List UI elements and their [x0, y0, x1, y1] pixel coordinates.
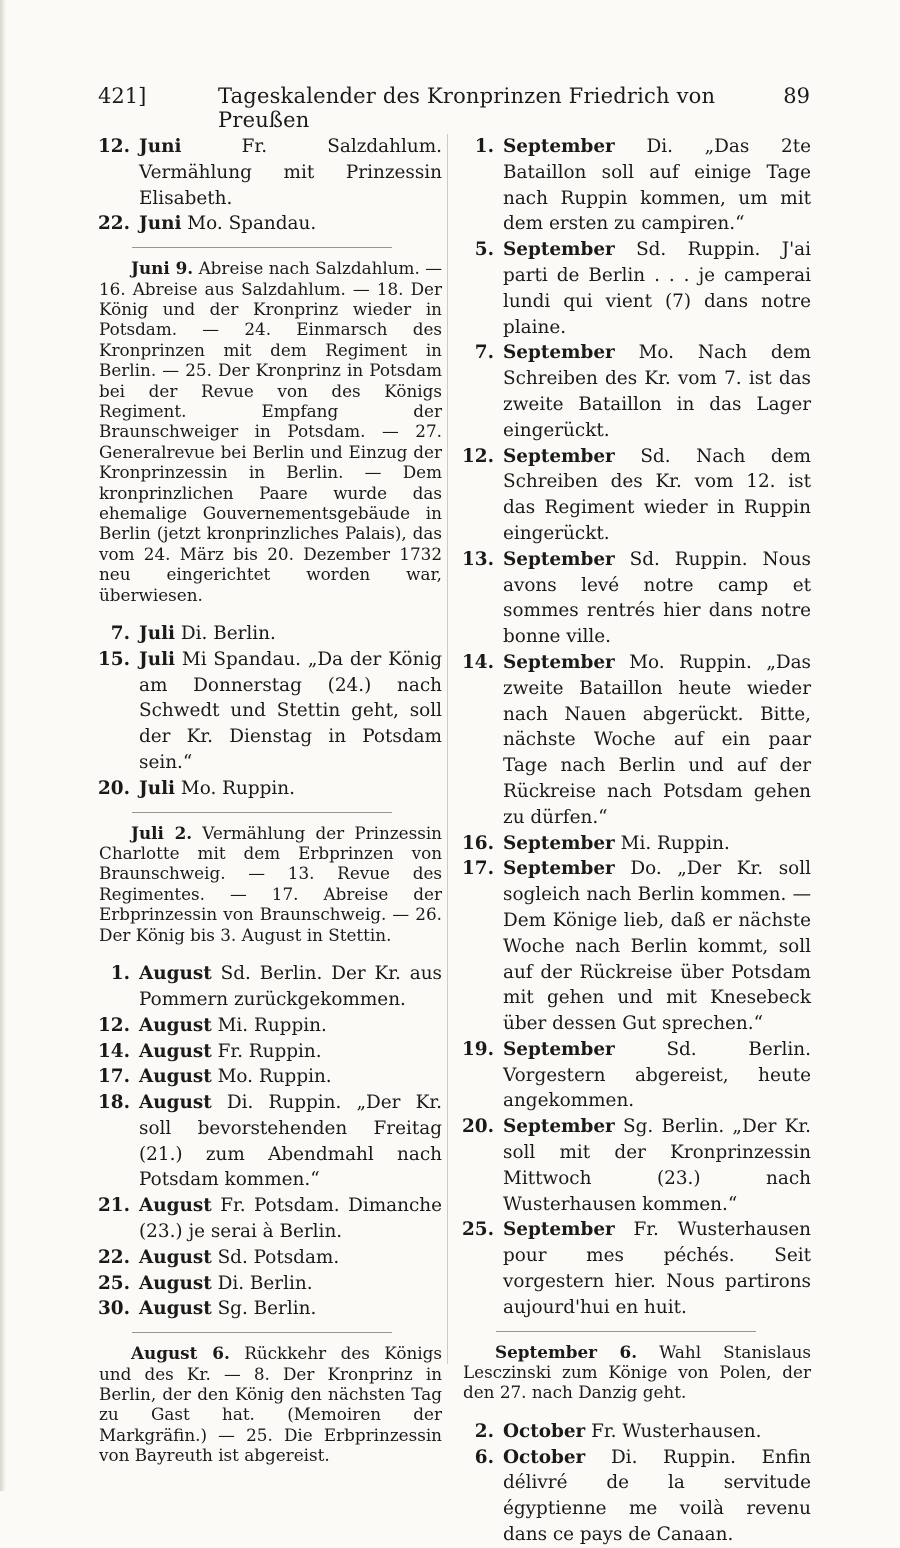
entry-day: 7. [110, 623, 130, 645]
entry-text: Fr. Wusterhausen pour mes péchés. Seit vorgestern hier. Nous partirons aujourd'hui en huit. [503, 1219, 811, 1318]
entry-month: August [139, 1246, 212, 1268]
diary-entry [92, 961, 442, 1013]
entry-text: Di. Berlin. [217, 1272, 313, 1294]
note-text: Abreise nach Salzdahlum. — 16. Abreise aus Salzdahlum. — 18. Der König und der Kronprinz wieder in Potsdam. — 24. Einmarsch des Kronprinzen mit dem Regiment in Berlin. — 25. Der Kronprinz in Potsdam bei der Revue von des Königs Regiment. Empfang der Braunschweiger in Potsdam. — 27. Generalrevue bei Berlin und Einzug der Kronprinzessin in Berlin. — Dem kronprinzlichen Paare wurde das ehemalige Gouvernementsgebäude in Berlin (jetzt kronprinzliches Palais), das vom 24. März bis 20. Dezember 1732 neu eingerichtet worden war, überwiesen. [99, 258, 442, 605]
entry-day: 6. [474, 1446, 494, 1468]
entry-day: 25. [98, 1272, 130, 1294]
entry-month: August [139, 1066, 212, 1088]
diary-entry [456, 650, 811, 831]
entry-day: 5. [474, 239, 494, 261]
running-title: Tageskalender des Kronprinzen Friedrich von Preußen [218, 84, 716, 132]
diary-entry [456, 831, 811, 857]
entry-text: Mi. Ruppin. [620, 832, 730, 854]
entry-day: 14. [462, 651, 494, 673]
diary-entry [92, 1245, 442, 1271]
entry-month: August [139, 1272, 212, 1294]
section-rule [132, 812, 392, 813]
entry-month: August [139, 1040, 212, 1062]
entry-month: September [503, 239, 615, 261]
diary-entry [92, 211, 442, 237]
entry-day: 30. [98, 1298, 130, 1320]
entry-day: 2. [474, 1420, 494, 1442]
entry-month: September [503, 858, 615, 880]
entry-day: 22. [98, 1246, 130, 1268]
entry-text: Mo. Ruppin. [180, 777, 295, 799]
entry-month: September [503, 651, 615, 673]
diary-entry [92, 134, 442, 211]
page-edge-shadow [0, 0, 6, 1491]
entry-day: 18. [98, 1092, 130, 1114]
original-page-number: 421] [98, 84, 147, 108]
entry-text: Sd. Nach dem Schreiben des Kr. vom 12. ist das Regiment wieder in Ruppin eingerückt. [503, 445, 811, 544]
entry-day: 25. [462, 1219, 494, 1241]
entry-day: 12. [462, 445, 494, 467]
entry-text: Fr. Wusterhausen. [591, 1420, 762, 1442]
diary-entry [456, 1037, 811, 1114]
diary-entry [92, 621, 442, 647]
entry-text: Fr. Salzdahlum. Vermählung mit Prinzessin Elisabeth. [139, 136, 442, 209]
entry-month: September [503, 136, 615, 157]
entry-month: September [503, 1116, 615, 1138]
entry-day: 12. [98, 1014, 130, 1036]
entry-month: October [503, 1446, 586, 1468]
column-divider [447, 134, 448, 1364]
diary-entry [456, 1114, 811, 1217]
entry-month: September [503, 832, 615, 854]
events-note [92, 823, 442, 945]
diary-entry [456, 134, 811, 237]
entry-day: 20. [462, 1116, 494, 1138]
diary-entry [92, 1064, 442, 1090]
entry-text: Sd. Berlin. Der Kr. aus Pommern zurückgekommen. [139, 963, 442, 1010]
entry-month: August [139, 1092, 212, 1114]
entry-month: September [503, 548, 615, 570]
diary-entry [456, 856, 811, 1037]
diary-entry [456, 237, 811, 340]
note-text: Vermählung der Prinzessin Charlotte mit dem Erbprinzen von Braunschweig. — 13. Revue des Regimentes. — 17. Abreise der Erbprinzessin von Braunschweig. — 26. Der König bis 3. August in Stettin. [99, 822, 442, 945]
entry-text: Mi Spandau. „Da der König am Donnerstag (24.) nach Schwedt und Stettin geht, soll der Kr. Dienstag in Potsdam sein.“ [139, 648, 442, 774]
diary-entry [92, 1296, 442, 1322]
entry-day: 17. [462, 858, 494, 880]
entry-text: Fr. Ruppin. [217, 1040, 322, 1062]
section-rule [496, 1331, 756, 1332]
entry-month: Juni [139, 213, 182, 235]
entry-day: 1. [474, 136, 494, 157]
entry-day: 7. [474, 342, 494, 364]
entry-month: September [503, 342, 615, 364]
entry-text: Mo. Nach dem Schreiben des Kr. vom 7. ist das zweite Bataillon in das Lager eingerückt. [503, 342, 811, 441]
entry-text: Mi. Ruppin. [217, 1014, 327, 1036]
diary-entry [456, 340, 811, 443]
note-lead: Juni 9. [131, 258, 194, 279]
section-rule [132, 1332, 392, 1333]
diary-entry [456, 444, 811, 547]
entry-day: 21. [98, 1195, 130, 1217]
diary-entry [92, 776, 442, 802]
note-lead: Juli 2. [131, 822, 193, 843]
diary-entry [92, 647, 442, 776]
note-text: Wahl Stanislaus Lesczinski zum Könige von Polen, der den 27. nach Danzig geht. [463, 1341, 811, 1403]
diary-entry [456, 1217, 811, 1320]
entry-month: Juli [139, 648, 176, 670]
entry-text: Do. „Der Kr. soll sogleich nach Berlin kommen. — Dem Könige lieb, daß er nächste Woche nach Berlin kommt, soll auf der Rückreise über Potsdam mit gehen und mit Knesebeck über dessen Gut sprechen.“ [503, 858, 811, 1035]
entry-text: Di. Ruppin. „Der Kr. soll bevorstehenden Freitag (21.) zum Abendmahl nach Potsdam kommen.“ [139, 1092, 442, 1191]
entry-day: 17. [98, 1066, 130, 1088]
diary-entry [92, 1271, 442, 1297]
entry-month: September [503, 1219, 615, 1241]
left-column [92, 134, 442, 1466]
entry-month: August [139, 963, 212, 985]
entry-day: 15. [98, 648, 130, 670]
events-note [92, 1343, 442, 1465]
entry-text: Sd. Berlin. Vorgestern abgereist, heute angekommen. [503, 1038, 811, 1112]
entry-day: 12. [98, 136, 130, 157]
entry-text: Sd. Potsdam. [217, 1246, 340, 1268]
entry-month: Juli [139, 623, 176, 645]
entry-month: August [139, 1298, 212, 1320]
section-rule [132, 247, 392, 248]
right-column [456, 134, 811, 1548]
entry-month: Juli [139, 777, 176, 799]
entry-text: Di. „Das 2te Bataillon soll auf einige Tage nach Ruppin kommen, um mit dem ersten zu campiren.“ [503, 136, 811, 235]
entry-text: Mo. Spandau. [187, 213, 317, 235]
entry-day: 20. [98, 777, 130, 799]
entry-month: Juni [139, 136, 182, 157]
entry-month: September [503, 445, 615, 467]
diary-entry [92, 1039, 442, 1065]
note-lead: September 6. [495, 1341, 638, 1362]
note-text: Rückkehr des Königs und des Kr. — 8. Der Kronprinz in Berlin, der den König den nächsten Tag zu Gast hat. (Memoiren der Markgräfin.) — 25. Die Erbprinzessin von Bayreuth ist abgereist. [99, 1343, 442, 1466]
entry-month: August [139, 1014, 212, 1036]
entry-text: Mo. Ruppin. [217, 1066, 332, 1088]
page-header [98, 84, 810, 132]
entry-text: Sd. Ruppin. J'ai parti de Berlin . . . je camperai lundi qui vient (7) dans notre plaine. [503, 239, 811, 338]
entry-text: Sg. Berlin. [217, 1298, 317, 1320]
entry-month: August [139, 1195, 212, 1217]
entry-text: Mo. Ruppin. „Das zweite Bataillon heute wieder nach Nauen abgerückt. Bitte, nächste Woche auf ein paar Tage nach Berlin und auf der Rückreise nach Potsdam gehen zu dürfen.“ [503, 651, 811, 828]
entry-day: 19. [462, 1038, 494, 1060]
entry-day: 14. [98, 1040, 130, 1062]
page-number: 89 [783, 84, 810, 108]
diary-entry [456, 547, 811, 650]
entry-text: Di. Ruppin. Enfin délivré de la servitude égyptienne me voilà revenu dans ce pays de Canaan. [503, 1446, 811, 1546]
entry-day: 16. [462, 832, 494, 854]
entry-text: Sd. Ruppin. Nous avons levé notre camp et sommes rentrés hier dans notre bonne ville. [503, 548, 811, 648]
entry-day: 13. [462, 548, 494, 570]
events-note [92, 258, 442, 605]
entry-month: September [503, 1038, 615, 1060]
entry-day: 1. [110, 963, 130, 985]
entry-month: October [503, 1420, 586, 1442]
diary-entry [456, 1445, 811, 1548]
entry-day: 22. [98, 213, 130, 235]
entry-text: Di. Berlin. [180, 623, 276, 645]
diary-entry [92, 1013, 442, 1039]
diary-entry [456, 1419, 811, 1445]
entry-text: Sg. Berlin. „Der Kr. soll mit der Kronprinzessin Mittwoch (23.) nach Wusterhausen kommen.“ [503, 1116, 811, 1215]
entry-text: Fr. Potsdam. Dimanche (23.) je serai à Berlin. [139, 1195, 442, 1243]
diary-entry [92, 1193, 442, 1245]
note-lead: August 6. [131, 1343, 230, 1364]
events-note [456, 1342, 811, 1403]
diary-entry [92, 1090, 442, 1193]
